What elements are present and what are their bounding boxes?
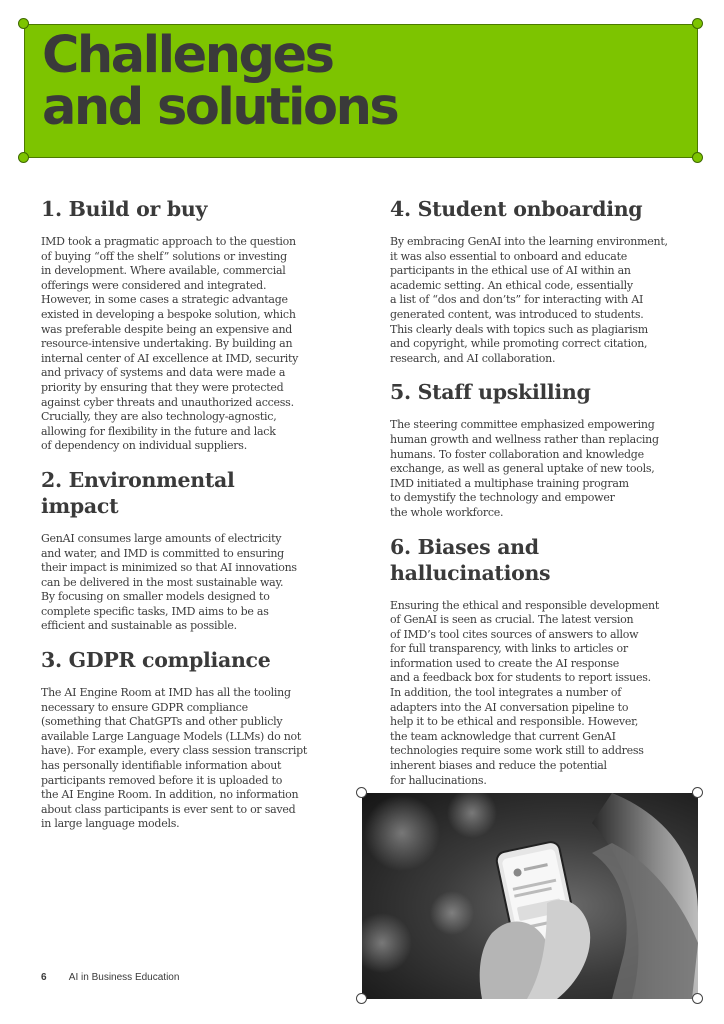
section-gdpr-compliance xyxy=(41,647,316,832)
banner-handle-bottom-right[interactable] xyxy=(692,152,703,163)
photo-handle-top-left[interactable] xyxy=(356,787,367,798)
section-heading: 1. Build or buy xyxy=(41,197,208,221)
section-build-or-buy xyxy=(41,196,316,454)
section-body: GenAI consumes large amounts of electricity and water, and IMD is committed to ensuring their impact is minimized so that AI innovations can be delivered in the most sustainable way. By focusing on smaller models designed to complete specific tasks, IMD aims to be as efficient and sustainable as possible. xyxy=(41,531,297,633)
section-heading: 3. GDPR compliance xyxy=(41,648,271,673)
banner-handle-top-left[interactable] xyxy=(18,18,29,29)
section-body: The AI Engine Room at IMD has all the tooling necessary to ensure GDPR compliance (something that ChatGPTs and other publicly available Large Language Models (LLMs) do not have). For example, every class session transcript has personally identifiable information about participants removed before it is uploaded to the AI Engine Room. In addition, no information about class participants is ever sent to or saved in large language models. xyxy=(41,686,308,831)
section-heading: 2. Environmental impact xyxy=(41,467,235,518)
page-title: Challenges and solutions xyxy=(42,26,398,137)
publication-name: AI in Business Education xyxy=(68,972,180,983)
section-heading: 6. Biases and hallucinations xyxy=(390,534,551,585)
page-number: 6 xyxy=(41,972,47,983)
section-environmental-impact xyxy=(41,467,316,634)
photo-handle-bottom-left[interactable] xyxy=(356,993,367,1004)
section-heading: 4. Student onboarding xyxy=(390,197,643,221)
right-column xyxy=(390,196,686,801)
phone-photo[interactable] xyxy=(362,793,698,999)
page-footer xyxy=(41,972,179,983)
banner-handle-bottom-left[interactable] xyxy=(18,152,29,163)
section-heading: 5. Staff upskilling xyxy=(390,380,591,405)
photo-illustration xyxy=(362,793,698,999)
section-student-onboarding xyxy=(390,196,686,366)
left-column xyxy=(41,196,316,845)
section-body: Ensuring the ethical and responsible development of GenAI is seen as crucial. The latest version of IMD’s tool cites sources of answers to allow for full transparency, with links to articles or information used to create the AI response and a feedback box for students to report issues. In addition, the tool integrates a number of adapters into the AI conversation pipeline to help it to be ethical and responsible. However, the team acknowledge that current GenAI technologies require some work still to address inherent biases and reduce the potential for hallucinations. xyxy=(390,598,659,787)
section-staff-upskilling xyxy=(390,379,686,520)
photo-handle-bottom-right[interactable] xyxy=(692,993,703,1004)
banner-handle-top-right[interactable] xyxy=(692,18,703,29)
section-biases-and-hallucinations xyxy=(390,534,686,789)
photo-handle-top-right[interactable] xyxy=(692,787,703,798)
section-body: IMD took a pragmatic approach to the question of buying “off the shelf” solutions or investing in development. Where available, commercial offerings were considered and integrated. However, in some cases a strategic advantage existed in developing a bespoke solution, which was preferable despite being an expensive and resource-intensive undertaking. By building an internal center of AI excellence at IMD, security and privacy of systems and data were made a priority by ensuring that they were protected against cyber threats and unauthorized access. Crucially, they are also technology-agnostic, allowing for flexibility in the future and lack of dependency on individual suppliers. xyxy=(41,235,299,453)
section-body: By embracing GenAI into the learning environment, it was also essential to onboard and educate participants in the ethical use of AI within an academic setting. An ethical code, essentially a list of “dos and don’ts” for interacting with AI generated content, was introduced to students. This clearly deals with topics such as plagiarism and copyright, while promoting correct citation, research, and AI collaboration. xyxy=(390,235,668,365)
section-body: The steering committee emphasized empowering human growth and wellness rather than replacing humans. To foster collaboration and knowledge exchange, as well as general uptake of new tools, IMD initiated a multiphase training program to demystify the technology and empower the whole workforce. xyxy=(390,418,659,519)
